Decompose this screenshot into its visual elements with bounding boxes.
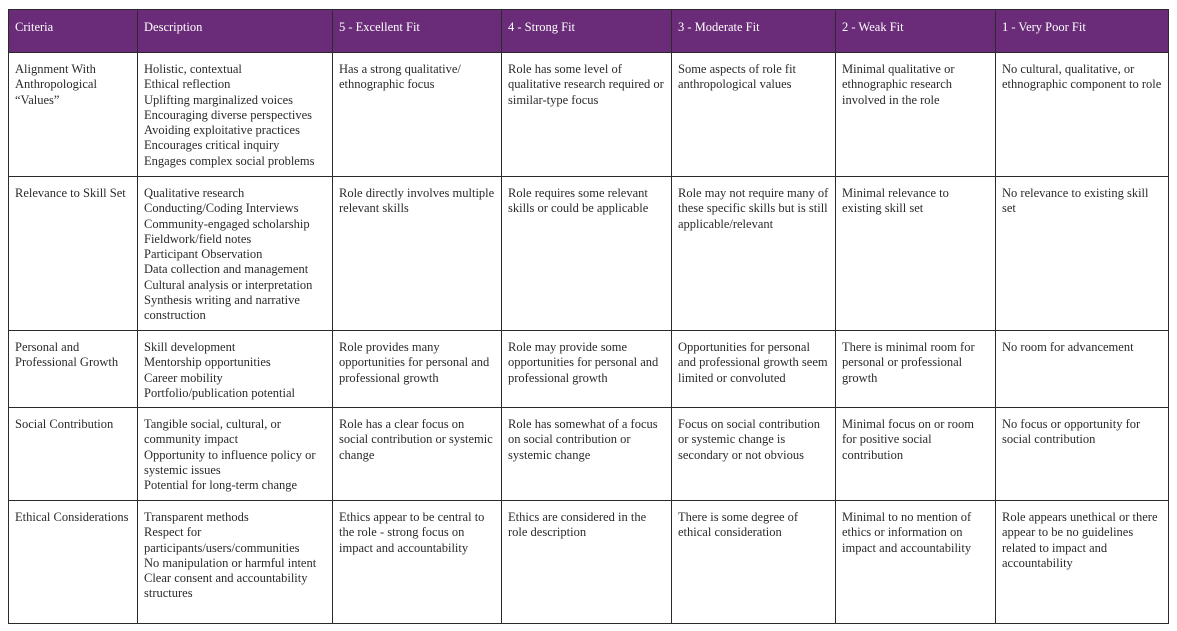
- strong-fit-cell: Role has somewhat of a focus on social contribution or systemic change: [502, 408, 672, 501]
- description-item: Potential for long-term change: [144, 478, 298, 493]
- weak-fit-cell: Minimal qualitative or ethnographic research involved in the role: [836, 53, 996, 177]
- header-excellent-fit: 5 - Excellent Fit: [333, 10, 502, 53]
- excellent-fit-cell: Ethics appear to be central to the role - strong focus on impact and accountability: [333, 501, 502, 624]
- very-poor-fit-cell: No relevance to existing skill set: [996, 177, 1169, 331]
- strong-fit-cell: Ethics are considered in the role description: [502, 501, 672, 624]
- description-cell: [138, 53, 333, 177]
- table-row: [9, 408, 1169, 501]
- description-item: Fieldwork/field notes: [144, 231, 252, 246]
- description-item: Mentorship opportunities: [144, 355, 271, 370]
- description-item: Encouraging diverse perspectives: [144, 107, 312, 122]
- header-description: Description: [138, 10, 333, 53]
- table-row: [9, 177, 1169, 331]
- moderate-fit-cell: There is some degree of ethical consideration: [672, 501, 836, 624]
- description-item: Ethical reflection: [144, 77, 231, 92]
- criteria-cell: Personal and Professional Growth: [9, 331, 138, 408]
- description-item: Holistic, contextual: [144, 62, 242, 76]
- very-poor-fit-cell: Role appears unethical or there appear to be no guidelines related to impact and accountability: [996, 501, 1169, 624]
- header-row: [9, 10, 1169, 53]
- very-poor-fit-cell: No focus or opportunity for social contribution: [996, 408, 1169, 501]
- moderate-fit-cell: Some aspects of role fit anthropological values: [672, 53, 836, 177]
- description-cell: [138, 408, 333, 501]
- strong-fit-cell: Role has some level of qualitative research required or similar-type focus: [502, 53, 672, 177]
- description-cell: [138, 331, 333, 408]
- description-item: Encourages critical inquiry: [144, 138, 280, 153]
- description-item: Engages complex social problems: [144, 153, 315, 168]
- table-row: [9, 53, 1169, 177]
- description-item: Portfolio/publication potential: [144, 385, 296, 400]
- excellent-fit-cell: Role provides many opportunities for personal and professional growth: [333, 331, 502, 408]
- excellent-fit-cell: Role has a clear focus on social contribution or systemic change: [333, 408, 502, 501]
- very-poor-fit-cell: No cultural, qualitative, or ethnographic component to role: [996, 53, 1169, 177]
- excellent-fit-cell: Has a strong qualitative/ ethnographic focus: [333, 53, 502, 177]
- description-item: Uplifting marginalized voices: [144, 92, 294, 107]
- strong-fit-cell: Role requires some relevant skills or could be applicable: [502, 177, 672, 331]
- excellent-fit-cell: Role directly involves multiple relevant skills: [333, 177, 502, 331]
- description-item: Qualitative research: [144, 186, 245, 200]
- description-item: Data collection and management: [144, 262, 309, 277]
- description-cell: [138, 501, 333, 624]
- rubric-table: [8, 9, 1169, 624]
- moderate-fit-cell: Opportunities for personal and professional growth seem limited or convoluted: [672, 331, 836, 408]
- description-item: Tangible social, cultural, or community impact: [144, 417, 281, 447]
- weak-fit-cell: Minimal focus on or room for positive social contribution: [836, 408, 996, 501]
- moderate-fit-cell: Focus on social contribution or systemic change is secondary or not obvious: [672, 408, 836, 501]
- description-item: Avoiding exploitative practices: [144, 123, 300, 138]
- description-item: Skill development: [144, 340, 236, 354]
- weak-fit-cell: Minimal relevance to existing skill set: [836, 177, 996, 331]
- table-row: [9, 501, 1169, 624]
- table-row: [9, 331, 1169, 408]
- criteria-cell: Relevance to Skill Set: [9, 177, 138, 331]
- criteria-cell: Social Contribution: [9, 408, 138, 501]
- header-moderate-fit: 3 - Moderate Fit: [672, 10, 836, 53]
- header-very-poor-fit: 1 - Very Poor Fit: [996, 10, 1169, 53]
- header-criteria: Criteria: [9, 10, 138, 53]
- description-item: Participant Observation: [144, 247, 263, 262]
- header-weak-fit: 2 - Weak Fit: [836, 10, 996, 53]
- description-item: Conducting/Coding Interviews: [144, 201, 299, 216]
- description-item: No manipulation or harmful intent: [144, 555, 317, 570]
- description-item: Clear consent and accountability structures: [144, 571, 308, 601]
- description-item: Community-engaged scholarship: [144, 216, 310, 231]
- criteria-cell: Ethical Considerations: [9, 501, 138, 624]
- description-item: Transparent methods: [144, 510, 249, 524]
- criteria-cell: Alignment With Anthropological “Values”: [9, 53, 138, 177]
- description-item: Career mobility: [144, 370, 223, 385]
- description-cell: [138, 177, 333, 331]
- description-item: Opportunity to influence policy or systemic issues: [144, 447, 316, 477]
- description-item: Cultural analysis or interpretation: [144, 277, 313, 292]
- header-strong-fit: 4 - Strong Fit: [502, 10, 672, 53]
- description-item: Respect for participants/users/communities: [144, 525, 300, 555]
- moderate-fit-cell: Role may not require many of these specific skills but is still applicable/relevant: [672, 177, 836, 331]
- weak-fit-cell: Minimal to no mention of ethics or information on impact and accountability: [836, 501, 996, 624]
- strong-fit-cell: Role may provide some opportunities for personal and professional growth: [502, 331, 672, 408]
- weak-fit-cell: There is minimal room for personal or professional growth: [836, 331, 996, 408]
- description-item: Synthesis writing and narrative construction: [144, 293, 300, 323]
- very-poor-fit-cell: No room for advancement: [996, 331, 1169, 408]
